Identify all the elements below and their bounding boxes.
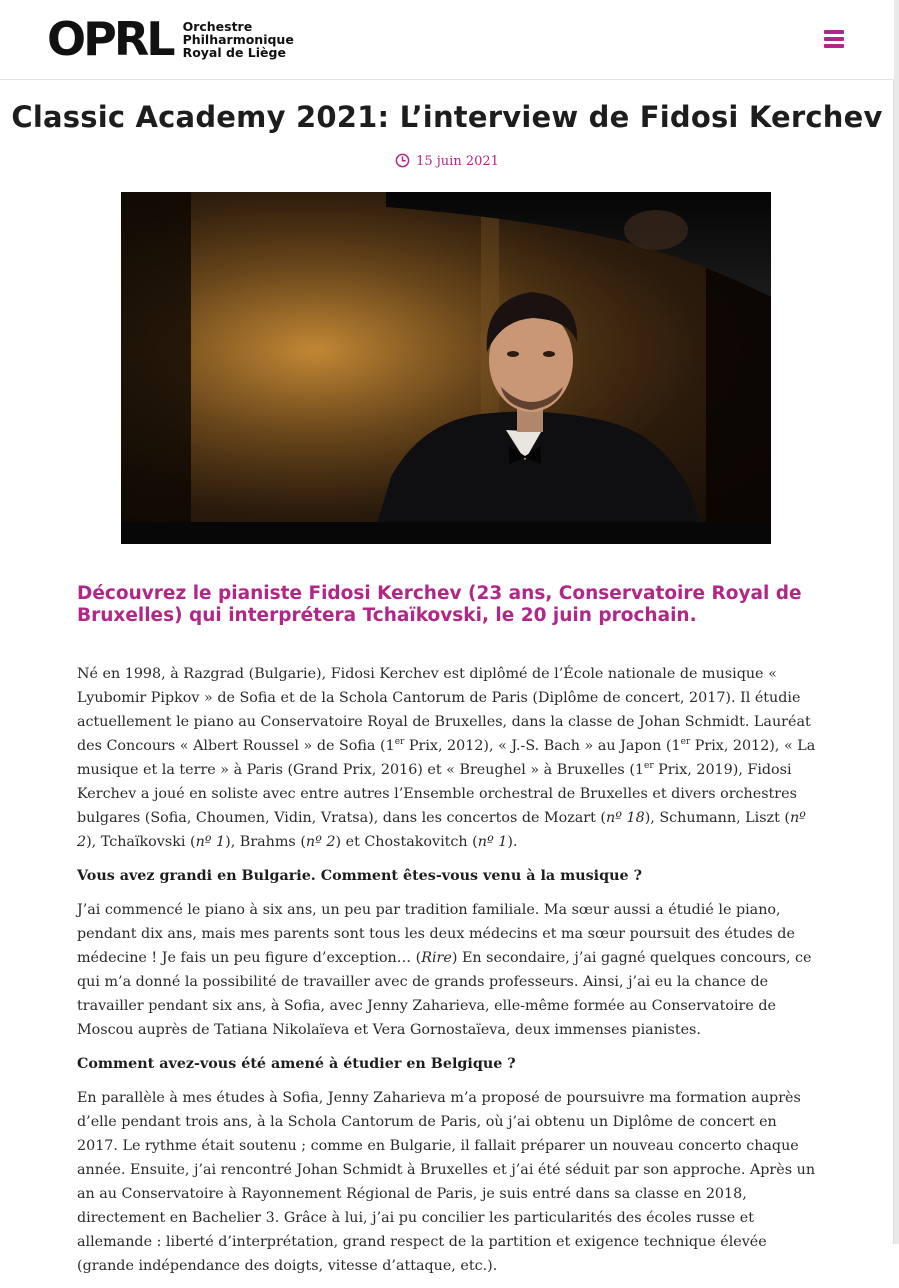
bio-text: ). xyxy=(507,834,518,850)
pianist-photo-illustration xyxy=(121,192,771,544)
logo-wordmark xyxy=(183,20,294,59)
clock-icon xyxy=(395,153,410,168)
bio-text: ), Tchaïkovski ( xyxy=(86,834,196,850)
logo-mark: OPRL xyxy=(47,12,173,66)
logo-line: Royal de Liège xyxy=(182,44,286,60)
interview-answer xyxy=(77,898,817,1042)
bio-em: nº 2 xyxy=(305,834,336,850)
interview-answer: En parallèle à mes études à Sofia, Jenny Zaharieva m’a proposé de poursuivre ma formation auprès d’elle pendant trois ans, à la Schola Cantorum de Paris, où j’ai obtenu un Diplôme de concert en 2017. Le rythme était soutenu ; comme en Bulgarie, il fallait préparer un nouveau concerto chaque année. Ensuite, j’ai rencontré Johan Schmidt à Bruxelles et j’ai été séduit par son approche. Après un an au Conservatoire à Rayonnement Régional de Paris, je suis entré dans sa classe en 2018, directement en Bachelier 3. Grâce à lui, j’ai pu concilier les particularités des écoles russe et allemande : liberté d’interprétation, grand respect de la partition et exigence technique élevée (grande indépendance des doigts, vitesse d’attaque, etc.). xyxy=(77,1090,816,1274)
answer-text: J’ai commencé le piano à six ans, un peu par tradition familiale. Ma sœur aussi a étudié le piano, pendant dix ans, mais mes parents sont tous les deux médecins et ma sœur poursuit des études de médecine ! Je fais un peu figure d’exception… ( xyxy=(77,902,795,966)
oprl-logo[interactable] xyxy=(47,12,294,66)
bio-sup: er xyxy=(644,761,654,772)
page-scrollbar[interactable] xyxy=(893,0,899,1244)
bio-paragraph xyxy=(77,662,817,854)
bio-text: ) et Chostakovitch ( xyxy=(335,834,478,850)
article-date-text: 15 juin 2021 xyxy=(416,154,499,169)
article-title: Classic Academy 2021: L’interview de Fidosi Kerchev xyxy=(11,100,883,134)
answer-text: ) En secondaire, j’ai gagné quelques concours, ce qui m’a donné la possibilité de travailler avec de grands professeurs. Ainsi, j’ai eu la chance de travailler pendant six ans, à Sofia, avec Jenny Zaharieva, elle-même formée au Conservatoire de Moscou auprès de Tatiana Nikolaïeva et Vera Gornostaïeva, deux immenses pianistes. xyxy=(77,950,812,1038)
hamburger-menu-icon[interactable] xyxy=(824,30,844,48)
logo-line: Philharmonique xyxy=(182,31,294,47)
bio-text: Prix, 2012), « La musique et la terre » à Paris (Grand Prix, 2016) et « Breughel » à Bruxelles (1 xyxy=(77,738,816,778)
article-intro: Découvrez le pianiste Fidosi Kerchev (23 ans, Conservatoire Royal de Bruxelles) qui interprétera Tchaïkovski, le 20 juin prochain. xyxy=(77,583,802,626)
bio-sup: er xyxy=(394,737,405,748)
bio-text: ), Schumann, Liszt ( xyxy=(644,810,790,826)
bio-em: nº 18 xyxy=(606,810,645,826)
pianist-photo xyxy=(121,192,771,544)
bio-text: Prix, 2012), « J.-S. Bach » au Japon (1 xyxy=(404,738,681,754)
bio-text: Né en 1998, à Razgrad (Bulgarie), Fidosi Kerchev est diplômé de l’École nationale de musique « Lyubomir Pipkov » de Sofia et de la Schola Cantorum de Paris (Diplôme de concert, 2017). Il étudie actuellement le piano au Conservatoire Royal de Bruxelles, dans la classe de Johan Schmidt. Lauréat des Concours « Albert Roussel » de Sofia (1 xyxy=(77,666,811,754)
answer-em: Rire xyxy=(421,950,452,966)
bio-text: ), Brahms ( xyxy=(225,834,306,850)
article-body xyxy=(77,662,817,1288)
bio-em: nº 2 xyxy=(77,810,806,850)
interview-question: Comment avez-vous été amené à étudier en Belgique ? xyxy=(77,1056,516,1072)
bio-text: Prix, 2019), Fidosi Kerchev a joué en soliste avec entre autres l’Ensemble orchestral de Bruxelles et divers orchestres bulgares (Sofia, Choumen, Vidin, Vratsa), dans les concertos de Mozart ( xyxy=(77,762,797,826)
bio-em: nº 1 xyxy=(195,834,226,850)
bio-em: nº 1 xyxy=(477,834,508,850)
interview-question: Vous avez grandi en Bulgarie. Comment êtes-vous venu à la musique ? xyxy=(77,868,642,884)
site-header xyxy=(0,0,894,80)
article-date xyxy=(0,153,894,169)
logo-line: Orchestre xyxy=(182,18,253,34)
bio-sup: er xyxy=(680,737,691,748)
